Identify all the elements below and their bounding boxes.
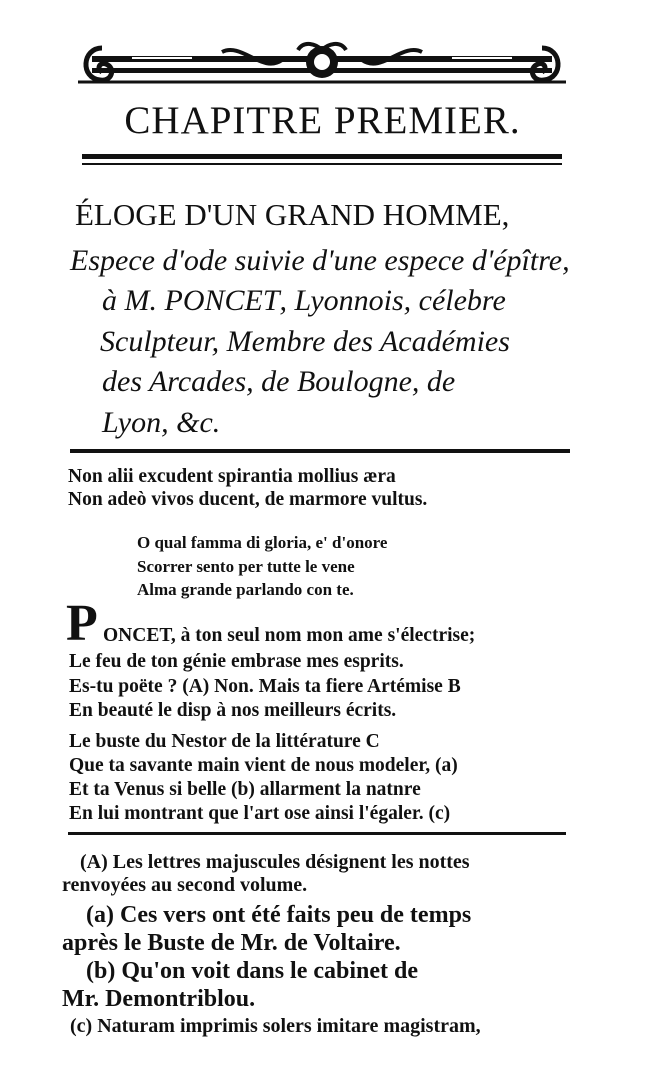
footnote-a-line-1: (a) Ces vers ont été faits peu de temps	[86, 902, 472, 928]
ode-line-1: ONCET, à ton seul nom mon ame s'électrise;	[103, 625, 476, 646]
decorative-ornament	[72, 38, 572, 94]
subtitle-lyonnois: , Lyonnois, célebre	[279, 284, 506, 317]
ode-line-5: Le buste du Nestor de la littérature C	[69, 731, 380, 752]
rule-middle	[70, 449, 570, 453]
rule-upper-thin	[82, 163, 562, 165]
subtitle-line-2	[102, 283, 506, 319]
ode-line-2: Le feu de ton génie embrase mes esprits.	[69, 651, 404, 672]
chapter-title: CHAPITRE PREMIER.	[124, 99, 521, 142]
subtitle-line-1: Espece d'ode suivie d'une espece d'épître,	[70, 244, 570, 277]
ode-line-3: Es-tu poëte ? (A) Non. Mais ta fiere Artémise B	[69, 676, 461, 697]
footnote-A-line-1: (A) Les lettres majuscules désignent les nottes	[80, 851, 470, 873]
rule-upper	[82, 154, 562, 159]
footnote-A-line-2: renvoyées au second volume.	[62, 874, 308, 896]
italian-epigraph-line-1: O qual famma di gloria, e' d'onore	[137, 533, 388, 552]
latin-epigraph-line-1: Non alii excudent spirantia mollius æra	[68, 466, 396, 487]
ode-line-4: En beauté le disp à nos meilleurs écrits.	[69, 700, 397, 721]
footnote-b-line-2: Mr. Demontriblou.	[62, 986, 256, 1012]
drop-capital: P	[66, 595, 98, 652]
footnote-a-line-2: après le Buste de Mr. de Voltaire.	[62, 930, 401, 956]
footnote-c: (c) Naturam imprimis solers imitare magistram,	[70, 1015, 481, 1037]
italian-epigraph-line-2: Scorrer sento per tutte le vene	[137, 557, 355, 576]
subtitle-line-5: Lyon, &c.	[102, 406, 221, 439]
footnote-b-line-1: (b) Qu'on voit dans le cabinet de	[86, 958, 419, 984]
eloge-heading: ÉLOGE D'UN GRAND HOMME,	[75, 197, 510, 232]
rule-footnotes	[68, 832, 566, 835]
latin-epigraph-line-2: Non adeò vivos ducent, de marmore vultus.	[68, 489, 428, 510]
ode-line-6: Que ta savante main vient de nous modeler, (a)	[69, 755, 458, 776]
subtitle-line-4: des Arcades, de Boulogne, de	[102, 365, 456, 398]
subtitle-a-m: à M.	[102, 284, 165, 317]
subtitle-poncet: PONCET	[164, 284, 280, 317]
ode-line-8: En lui montrant que l'art ose ainsi l'égaler. (c)	[69, 803, 451, 824]
italian-epigraph-line-3: Alma grande parlando con te.	[137, 580, 354, 599]
ode-line-7: Et ta Venus si belle (b) allarment la natnre	[69, 779, 421, 800]
subtitle-line-3: Sculpteur, Membre des Académies	[100, 325, 510, 358]
